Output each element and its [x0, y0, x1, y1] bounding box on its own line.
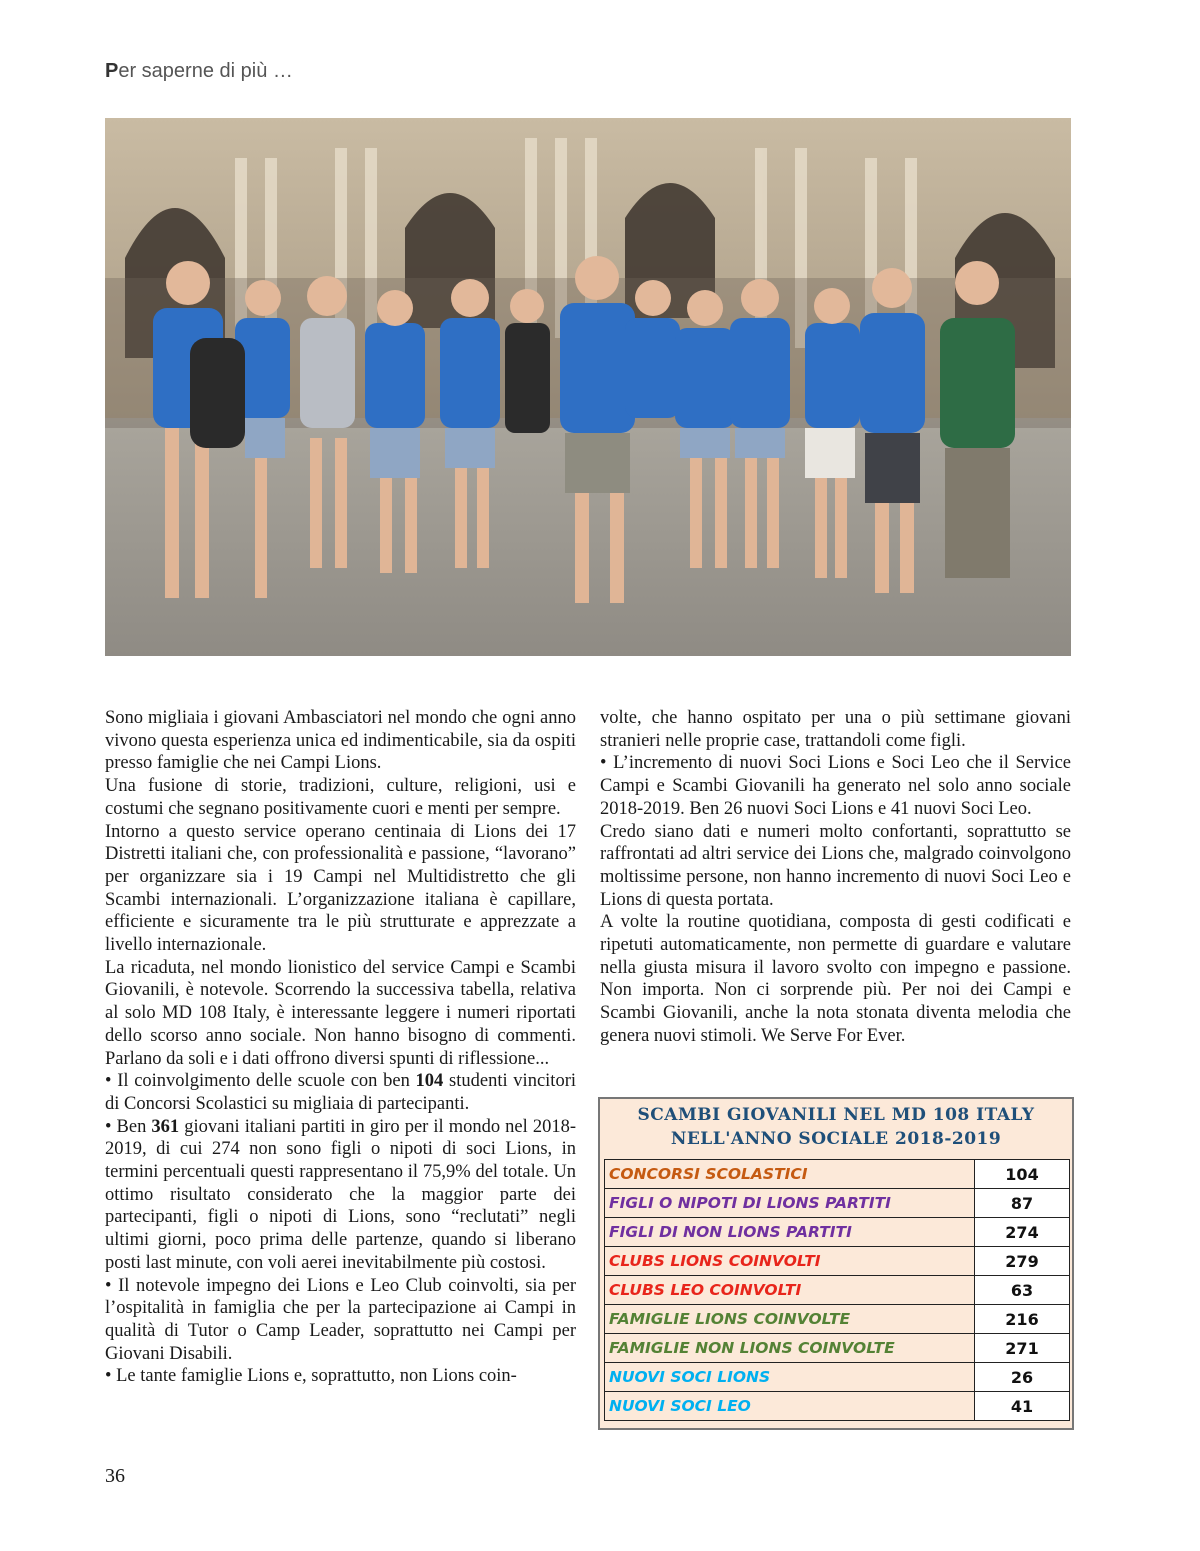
table-row-label: CLUBS LEO COINVOLTI: [605, 1276, 975, 1305]
bullet-schools: [105, 1070, 576, 1115]
table-row-value: 26: [975, 1363, 1070, 1392]
paragraph: A volte la routine quotidiana, composta di gesti codificati e ripetuti automaticamente, non permette di guardare e valutare nella giusta misura il lavoro svolto con impegno e passione. Non importa. Non ci sorprende più. Per noi dei Campi e Scambi Giovanili, anche la nota stonata diventa melodia che genera nuovi stimoli. We Serve For Ever.: [600, 912, 1071, 1046]
table-row-label: FIGLI O NIPOTI DI LIONS PARTITI: [605, 1189, 975, 1218]
table-row: [605, 1363, 1070, 1392]
paragraph: volte, che hanno ospitato per una o più settimane giovani stranieri nelle proprie case, trattandoli come figli.: [600, 708, 1071, 751]
table-row-value: 274: [975, 1218, 1070, 1247]
table-row: [605, 1305, 1070, 1334]
right-text-column: [600, 707, 1071, 1048]
bullet-families: • Le tante famiglie Lions e, soprattutto, non Lions coin-: [105, 1366, 517, 1387]
bullet-text: • Il coinvolgimento delle scuole con ben: [105, 1071, 416, 1092]
bullet-departures: [105, 1116, 576, 1275]
table-row-value: 279: [975, 1247, 1070, 1276]
stats-table-title-line1: SCAMBI GIOVANILI NEL MD 108 ITALY: [637, 1105, 1035, 1125]
table-row: [605, 1189, 1070, 1218]
group-photo-illustration: [105, 118, 1071, 656]
stats-table-box: [598, 1097, 1074, 1430]
bullet-number: 104: [415, 1071, 444, 1092]
paragraph: Credo siano dati e numeri molto confortanti, soprattutto se raffrontati ad altri service dei Lions che, malgrado coinvolgono moltissime persone, non hanno incremento di nuovi Soci Leo e Lions di questa portata.: [600, 821, 1071, 910]
running-header-text: er saperne di più …: [118, 60, 293, 82]
table-row: [605, 1160, 1070, 1189]
paragraph: Una fusione di storie, tradizioni, culture, religioni, usi e costumi che segnano positivamente cuori e menti per sempre.: [105, 776, 576, 819]
table-row-label: FAMIGLIE LIONS COINVOLTE: [605, 1305, 975, 1334]
table-row-value: 271: [975, 1334, 1070, 1363]
bullet-text: studenti vincitori di Concorsi Scolastici su migliaia di partecipanti.: [105, 1071, 576, 1114]
bullet-number: 361: [151, 1116, 180, 1137]
table-row: [605, 1247, 1070, 1276]
running-header: [105, 60, 293, 83]
bullet-clubs: • Il notevole impegno dei Lions e Leo Club coinvolti, sia per l’ospitalità in famiglia che per la partecipazione ai Campi in qualità di Tutor o Camp Leader, soprattutto nei Campi per Giovani Disabili.: [105, 1275, 576, 1364]
running-header-initial: P: [105, 60, 119, 82]
table-row-label: NUOVI SOCI LIONS: [605, 1363, 975, 1392]
stats-table-title-line2: NELL'ANNO SOCIALE 2018-2019: [670, 1129, 1002, 1149]
stats-table: [604, 1159, 1070, 1421]
table-row-value: 104: [975, 1160, 1070, 1189]
table-row-label: NUOVI SOCI LEO: [605, 1392, 975, 1421]
paragraph: Intorno a questo service operano centinaia di Lions dei 17 Distretti italiani che, con professionalità e passione, “lavorano” per organizzare sia i 19 Campi nel Multidistretto che gli Scambi internazionali. L’organizzazione italiana è capillare, efficiente e sicuramente tra le più strutturate e apprezzate a livello internazionale.: [105, 821, 576, 956]
table-row-value: 63: [975, 1276, 1070, 1305]
table-row: [605, 1218, 1070, 1247]
table-row-label: FIGLI DI NON LIONS PARTITI: [605, 1218, 975, 1247]
table-row: [605, 1334, 1070, 1363]
paragraph: La ricaduta, nel mondo lionistico del service Campi e Scambi Giovanili, è notevole. Scorrendo la successiva tabella, relativa al solo MD 108 Italy, è interessante leggere i numeri riportati dello scorso anno sociale. Non hanno bisogno di commenti. Parlano da soli e i dati offrono diversi spunti di riflessione...: [105, 957, 576, 1069]
left-text-column: [105, 707, 576, 1388]
table-row-label: CLUBS LIONS COINVOLTI: [605, 1247, 975, 1276]
table-row-label: FAMIGLIE NON LIONS COINVOLTE: [605, 1334, 975, 1363]
stats-table-title: [600, 1099, 1072, 1159]
table-row: [605, 1392, 1070, 1421]
bullet-text: • Ben: [105, 1116, 152, 1137]
table-row-value: 87: [975, 1189, 1070, 1218]
table-row-value: 216: [975, 1305, 1070, 1334]
table-row-value: 41: [975, 1392, 1070, 1421]
group-photo: [105, 118, 1071, 656]
bullet-new-members: • L’incremento di nuovi Soci Lions e Soci Leo che il Service Campi e Scambi Giovanili ha generato nel solo anno sociale 2018-2019. Ben 26 nuovi Soci Lions e 41 nuovi Soci Leo.: [600, 753, 1071, 819]
table-row-label: CONCORSI SCOLASTICI: [605, 1160, 975, 1189]
paragraph: Sono migliaia i giovani Ambasciatori nel mondo che ogni anno vivono questa esperienza unica ed indimenticabile, sia da ospiti presso famiglie che nei Campi Lions.: [105, 708, 576, 774]
table-row: [605, 1276, 1070, 1305]
page-number: 36: [105, 1465, 125, 1487]
bullet-text: giovani italiani partiti in giro per il mondo nel 2018-2019, di cui 274 non sono figli o nipoti di soci Lions, in termini percentuali questi rappresentano il 75,9% del totale. Un ottimo risultato considerato che la maggior parte dei partecipanti, figli o nipoti di Lions, sono “reclutati” negli ultimi giorni, poco prima delle partenze, quando si liberano posti last minute, con voli aerei inevitabilmente più costosi.: [105, 1116, 576, 1273]
